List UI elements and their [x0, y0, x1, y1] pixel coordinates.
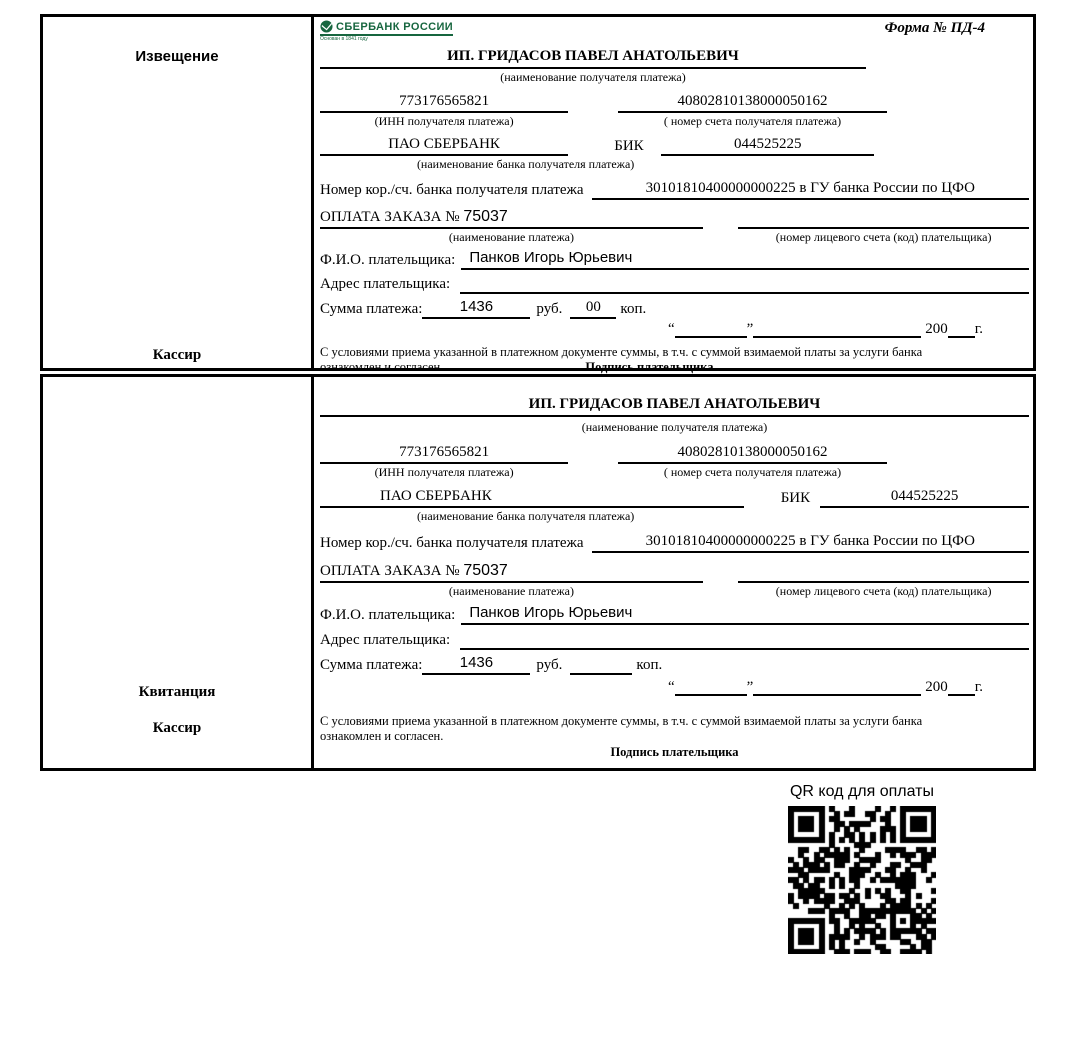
date-month-line — [753, 321, 921, 338]
payer-address-value — [460, 275, 1029, 294]
receipt-section — [40, 374, 1036, 771]
payment-name-row — [320, 208, 1029, 229]
inn-account-row — [320, 92, 1029, 113]
qr-block — [757, 782, 967, 954]
inn-caption: (ИНН получателя платежа) — [374, 465, 514, 479]
amount-rub-value: 1436 — [422, 298, 530, 319]
amount-label: Сумма платежа: — [320, 657, 423, 673]
receipt-content — [314, 377, 1033, 768]
bank-name-value: ПАО СБЕРБАНК — [320, 487, 744, 508]
cashier-label: Кассир — [152, 720, 202, 736]
personal-account-line — [738, 565, 1029, 583]
corr-account-row — [320, 532, 1029, 553]
payer-address-label: Адрес плательщика: — [320, 632, 451, 648]
year-suffix: г. — [974, 679, 983, 695]
payee-name-caption: (наименование получателя платежа) — [500, 70, 686, 84]
agreement-line2: ознакомлен и согласен. — [320, 728, 444, 743]
agreement-line1: С условиями приема указанной в платежном документе суммы, в т.ч. с суммой взимаемой платы за услуги банка — [320, 345, 923, 359]
corr-account-label: Номер кор./сч. банка получателя платежа — [320, 535, 584, 551]
notice-left-column — [43, 17, 314, 368]
qr-code — [788, 806, 936, 954]
payment-name-line — [320, 562, 703, 583]
sberbank-logo — [320, 20, 453, 42]
bik-label: БИК — [614, 138, 644, 154]
inn-account-row — [320, 443, 1029, 464]
notice-header — [320, 20, 1029, 48]
agreement-line2: ознакомлен и согласен. — [320, 359, 444, 374]
corr-account-label: Номер кор./сч. банка получателя платежа — [320, 182, 584, 198]
payment-name-prefix: ОПЛАТА ЗАКАЗА № — [320, 209, 460, 225]
corr-account-value: 30101810400000000225 в ГУ банка России по ЦФО — [592, 179, 1029, 200]
amount-kop-value — [570, 656, 632, 675]
corr-account-row — [320, 179, 1029, 200]
payer-name-value: Панков Игорь Юрьевич — [461, 249, 1029, 270]
payee-name: ИП. ГРИДАСОВ ПАВЕЛ АНАТОЛЬЕВИЧ — [320, 396, 1029, 417]
bik-value: 044525225 — [661, 135, 874, 156]
amount-kop-value: 00 — [570, 298, 616, 319]
rub-label: руб. — [536, 657, 563, 673]
payer-name-value: Панков Игорь Юрьевич — [461, 604, 1029, 625]
cashier-label: Кассир — [152, 347, 202, 363]
bank-bik-row — [320, 487, 1029, 508]
payment-name-prefix: ОПЛАТА ЗАКАЗА № — [320, 563, 460, 579]
signature-label: Подпись плательщика — [585, 359, 714, 374]
payer-address-label: Адрес плательщика: — [320, 276, 451, 292]
agreement-text — [320, 345, 1029, 374]
bank-name-caption: (наименование банка получателя платежа) — [416, 157, 635, 171]
inn-account-captions — [320, 113, 1029, 131]
qr-label: QR код для оплаты — [789, 783, 934, 800]
corr-account-value: 30101810400000000225 в ГУ банка России по ЦФО — [592, 532, 1029, 553]
quote-open: “ — [667, 679, 675, 695]
quote-close: ” — [746, 679, 754, 695]
date-month-line — [753, 679, 921, 696]
inn-value: 773176565821 — [320, 443, 568, 464]
kop-label: коп. — [620, 301, 647, 317]
amount-label: Сумма платежа: — [320, 301, 423, 317]
sberbank-logo-text: СБЕРБАНК РОССИИ — [336, 20, 454, 33]
year-line — [948, 321, 975, 338]
order-number: 75037 — [463, 562, 508, 579]
year-line — [948, 679, 975, 696]
kop-label: коп. — [636, 657, 663, 673]
payer-address-value — [460, 631, 1029, 650]
bank-caption-row — [320, 156, 1029, 174]
payment-name-caption: (наименование платежа) — [448, 230, 574, 244]
personal-account-caption: (номер лицевого счета (код) плательщика) — [775, 230, 992, 244]
payer-address-row — [320, 631, 1029, 650]
bank-name-caption: (наименование банка получателя платежа) — [416, 509, 635, 523]
notice-label: Извещение — [135, 48, 219, 65]
agreement-line2-row — [320, 360, 1029, 375]
account-caption: ( номер счета получателя платежа) — [663, 465, 842, 479]
payment-captions-row — [320, 583, 1029, 601]
payee-name-caption: (наименование получателя платежа) — [581, 420, 768, 434]
payer-name-label: Ф.И.О. плательщика: — [320, 607, 456, 623]
payment-captions-row — [320, 229, 1029, 247]
order-number: 75037 — [463, 208, 508, 225]
form-number-label: Форма № ПД-4 — [884, 20, 985, 36]
quote-close: ” — [746, 321, 754, 337]
payment-name-caption: (наименование платежа) — [448, 584, 574, 598]
payer-address-row — [320, 275, 1029, 294]
payment-name-row — [320, 562, 1029, 583]
amount-row — [320, 298, 1029, 319]
year-prefix: 200 — [925, 321, 948, 337]
bank-caption-row — [320, 508, 1029, 526]
amount-rub-value: 1436 — [422, 654, 530, 675]
notice-section — [40, 14, 1036, 374]
bik-label: БИК — [780, 490, 811, 506]
payer-name-row — [320, 249, 1029, 270]
date-day-line — [675, 321, 747, 338]
inn-account-captions — [320, 464, 1029, 482]
payee-name: ИП. ГРИДАСОВ ПАВЕЛ АНАТОЛЬЕВИЧ — [320, 48, 866, 69]
signature-label: Подпись плательщика — [610, 745, 739, 759]
date-day-line — [675, 679, 747, 696]
receipt-label: Квитанция — [138, 684, 216, 700]
account-value: 40802810138000050162 — [618, 92, 887, 113]
year-prefix: 200 — [925, 679, 948, 695]
payment-name-line — [320, 208, 703, 229]
sberbank-logo-row — [320, 20, 453, 36]
inn-value: 773176565821 — [320, 92, 568, 113]
account-caption: ( номер счета получателя платежа) — [663, 114, 842, 128]
amount-row — [320, 654, 1029, 675]
date-row — [320, 321, 983, 338]
sberbank-emblem-icon — [320, 20, 333, 33]
agreement-line1: С условиями приема указанной в платежном документе суммы, в т.ч. с суммой взимаемой платы за услуги банка — [320, 714, 923, 728]
payer-name-label: Ф.И.О. плательщика: — [320, 252, 456, 268]
date-row — [320, 679, 983, 696]
bank-bik-row — [320, 135, 1029, 156]
rub-label: руб. — [536, 301, 563, 317]
inn-caption: (ИНН получателя платежа) — [374, 114, 514, 128]
account-value: 40802810138000050162 — [618, 443, 887, 464]
bank-name-value: ПАО СБЕРБАНК — [320, 135, 568, 156]
year-suffix: г. — [974, 321, 983, 337]
notice-content — [314, 17, 1033, 374]
sberbank-logo-subtext: Основан в 1841 году — [320, 36, 368, 42]
receipt-left-column — [43, 377, 314, 768]
agreement-text — [320, 714, 1029, 760]
personal-account-line — [738, 211, 1029, 229]
quote-open: “ — [667, 321, 675, 337]
bik-value: 044525225 — [820, 487, 1029, 508]
payer-name-row — [320, 604, 1029, 625]
personal-account-caption: (номер лицевого счета (код) плательщика) — [775, 584, 992, 598]
